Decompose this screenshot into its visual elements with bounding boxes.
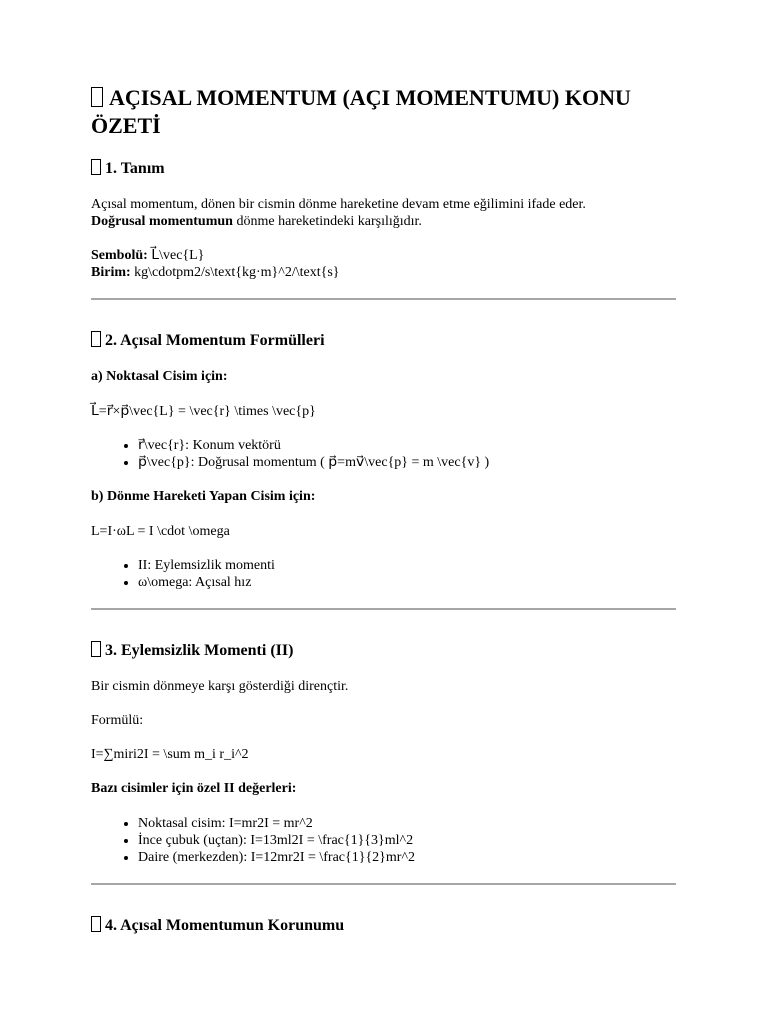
- list-item: • İnce çubuk (uçtan): I=13ml2I = \frac{1}{3}ml^2: [138, 832, 676, 849]
- section-3-definition: Bir cismin dönmeye karşı gösterdiği dirençtir.: [91, 679, 349, 694]
- list-item: • II: Eylemsizlik momenti: [138, 557, 676, 574]
- special-values-heading: Bazı cisimler için özel II değerleri:: [91, 781, 297, 796]
- bullet-list-inertia: [91, 815, 676, 866]
- emoji-placeholder-icon: [91, 331, 101, 347]
- section-4-heading: 4. Açısal Momentumun Korunumu: [91, 916, 676, 936]
- section-3-heading: 3. Eylemsizlik Momenti (II): [91, 641, 676, 661]
- bullet-list-b: [91, 557, 676, 591]
- formula-b: L=I·ωL = I \cdot \omega: [91, 524, 230, 539]
- section-1-symbol-unit: Sembolü: L⃗\vec{L} Birim: kg\cdotpm2/s\text{kg·m}^2/\text{s}: [91, 248, 340, 280]
- list-item: • p⃗\vec{p}: Doğrusal momentum ( p⃗=mv⃗\vec{p} = m \vec{v} ): [138, 454, 676, 471]
- formula-inertia: I=∑miri2I = \sum m_i r_i^2: [91, 747, 249, 762]
- section-2-sub-a: a) Noktasal Cisim için:: [91, 369, 228, 384]
- page-title: [91, 84, 676, 140]
- section-1-heading: 1. Tanım: [91, 159, 676, 179]
- emoji-placeholder-icon: [91, 641, 101, 657]
- list-item: • Noktasal cisim: I=mr2I = mr^2: [138, 815, 676, 832]
- section-2-sub-b: b) Dönme Hareketi Yapan Cisim için:: [91, 489, 316, 504]
- divider: [91, 883, 676, 885]
- emoji-placeholder-icon: [91, 87, 103, 107]
- document-page: [91, 84, 676, 936]
- list-item: • Daire (merkezden): I=12mr2I = \frac{1}{2}mr^2: [138, 849, 676, 866]
- formula-label: Formülü:: [91, 713, 144, 728]
- list-item: • ω\omega: Açısal hız: [138, 574, 676, 591]
- page-title-text: AÇISAL MOMENTUM (AÇI MOMENTUMU) KONU ÖZETİ: [91, 85, 631, 138]
- list-item: • r⃗\vec{r}: Konum vektörü: [138, 437, 676, 454]
- divider: [91, 608, 676, 610]
- section-2-heading: 2. Açısal Momentum Formülleri: [91, 331, 676, 351]
- emoji-placeholder-icon: [91, 159, 101, 175]
- formula-a: L⃗=r⃗×p⃗\vec{L} = \vec{r} \times \vec{p}: [91, 404, 316, 419]
- section-1-definition: Açısal momentum, dönen bir cismin dönme hareketine devam etme eğilimini ifade eder. Doğrusal momentumun dönme hareketindeki karşılığıdır.: [91, 197, 586, 229]
- emoji-placeholder-icon: [91, 916, 101, 932]
- bullet-list-a: [91, 437, 676, 471]
- divider: [91, 298, 676, 300]
